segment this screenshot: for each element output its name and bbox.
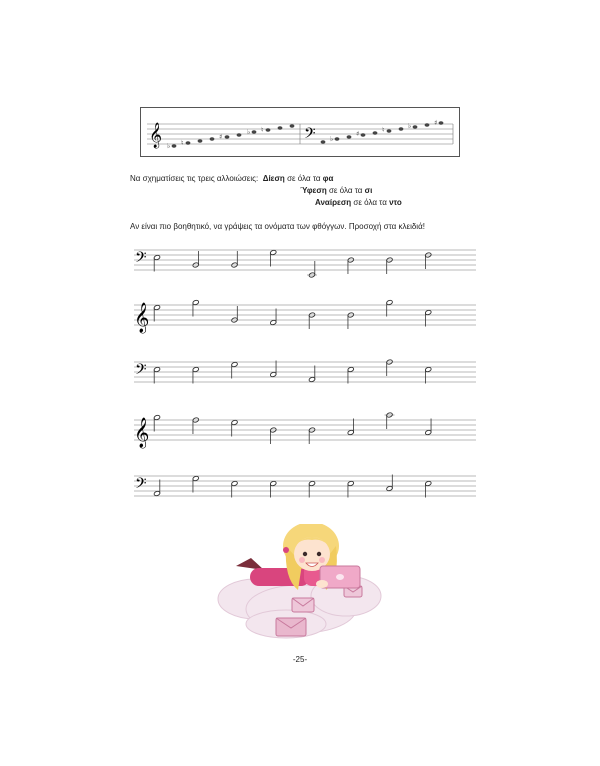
exercise-staff-1 [130, 240, 480, 286]
page-number: -25- [292, 655, 308, 664]
exercise-staff-5 [130, 466, 480, 512]
flat-rest: σε όλα τα [328, 186, 363, 195]
bass-clef-icon: 𝄢 [135, 475, 147, 496]
bass-clef-icon: 𝄢 [135, 361, 147, 382]
instruction-line-3 [315, 198, 402, 207]
svg-text:♮: ♮ [261, 126, 264, 134]
natural-word: Αναίρεση [315, 198, 352, 207]
exercise-staff-2 [130, 295, 480, 341]
natural-rest: σε όλα τα [353, 198, 387, 207]
treble-clef-icon: 𝄞 [134, 303, 150, 333]
sharp-rest: σε όλα τα [287, 174, 321, 183]
exercise-staff-3 [130, 352, 480, 398]
svg-text:♯: ♯ [434, 119, 438, 127]
svg-text:♮: ♮ [181, 139, 184, 147]
svg-text:♯: ♯ [356, 130, 360, 138]
flat-note: σι [364, 186, 373, 195]
instruction-line-1 [130, 174, 333, 183]
accidentals-example-box [140, 107, 460, 157]
instruction-line-2 [300, 186, 372, 195]
exercise-staff-4 [130, 410, 480, 456]
svg-text:♭: ♭ [167, 142, 171, 150]
svg-text:♮: ♮ [382, 126, 385, 134]
bass-clef-icon: 𝄢 [304, 125, 316, 146]
svg-text:♭: ♭ [408, 122, 412, 130]
treble-clef-icon: 𝄞 [134, 418, 150, 448]
bass-clef-icon: 𝄢 [135, 249, 147, 270]
girl-on-cloud-illustration [216, 524, 386, 642]
sharp-note: φα [322, 174, 334, 183]
svg-text:♯: ♯ [219, 133, 223, 141]
svg-text:♭: ♭ [330, 135, 334, 143]
hint-text: Αν είναι πιο βοηθητικό, να γράψεις τα ονόματα των φθόγγων. Προσοχή στα κλειδιά! [130, 222, 425, 231]
svg-text:♭: ♭ [247, 128, 251, 136]
flat-word: Ύφεση [300, 186, 327, 195]
treble-clef-icon: 𝄞 [149, 123, 163, 148]
example-staff [141, 108, 459, 156]
sharp-word: Δίεση [262, 174, 285, 183]
natural-note: ντο [389, 198, 402, 207]
instruction-intro: Να σχηματίσεις τις τρεις αλλοιώσεις: [130, 174, 259, 183]
